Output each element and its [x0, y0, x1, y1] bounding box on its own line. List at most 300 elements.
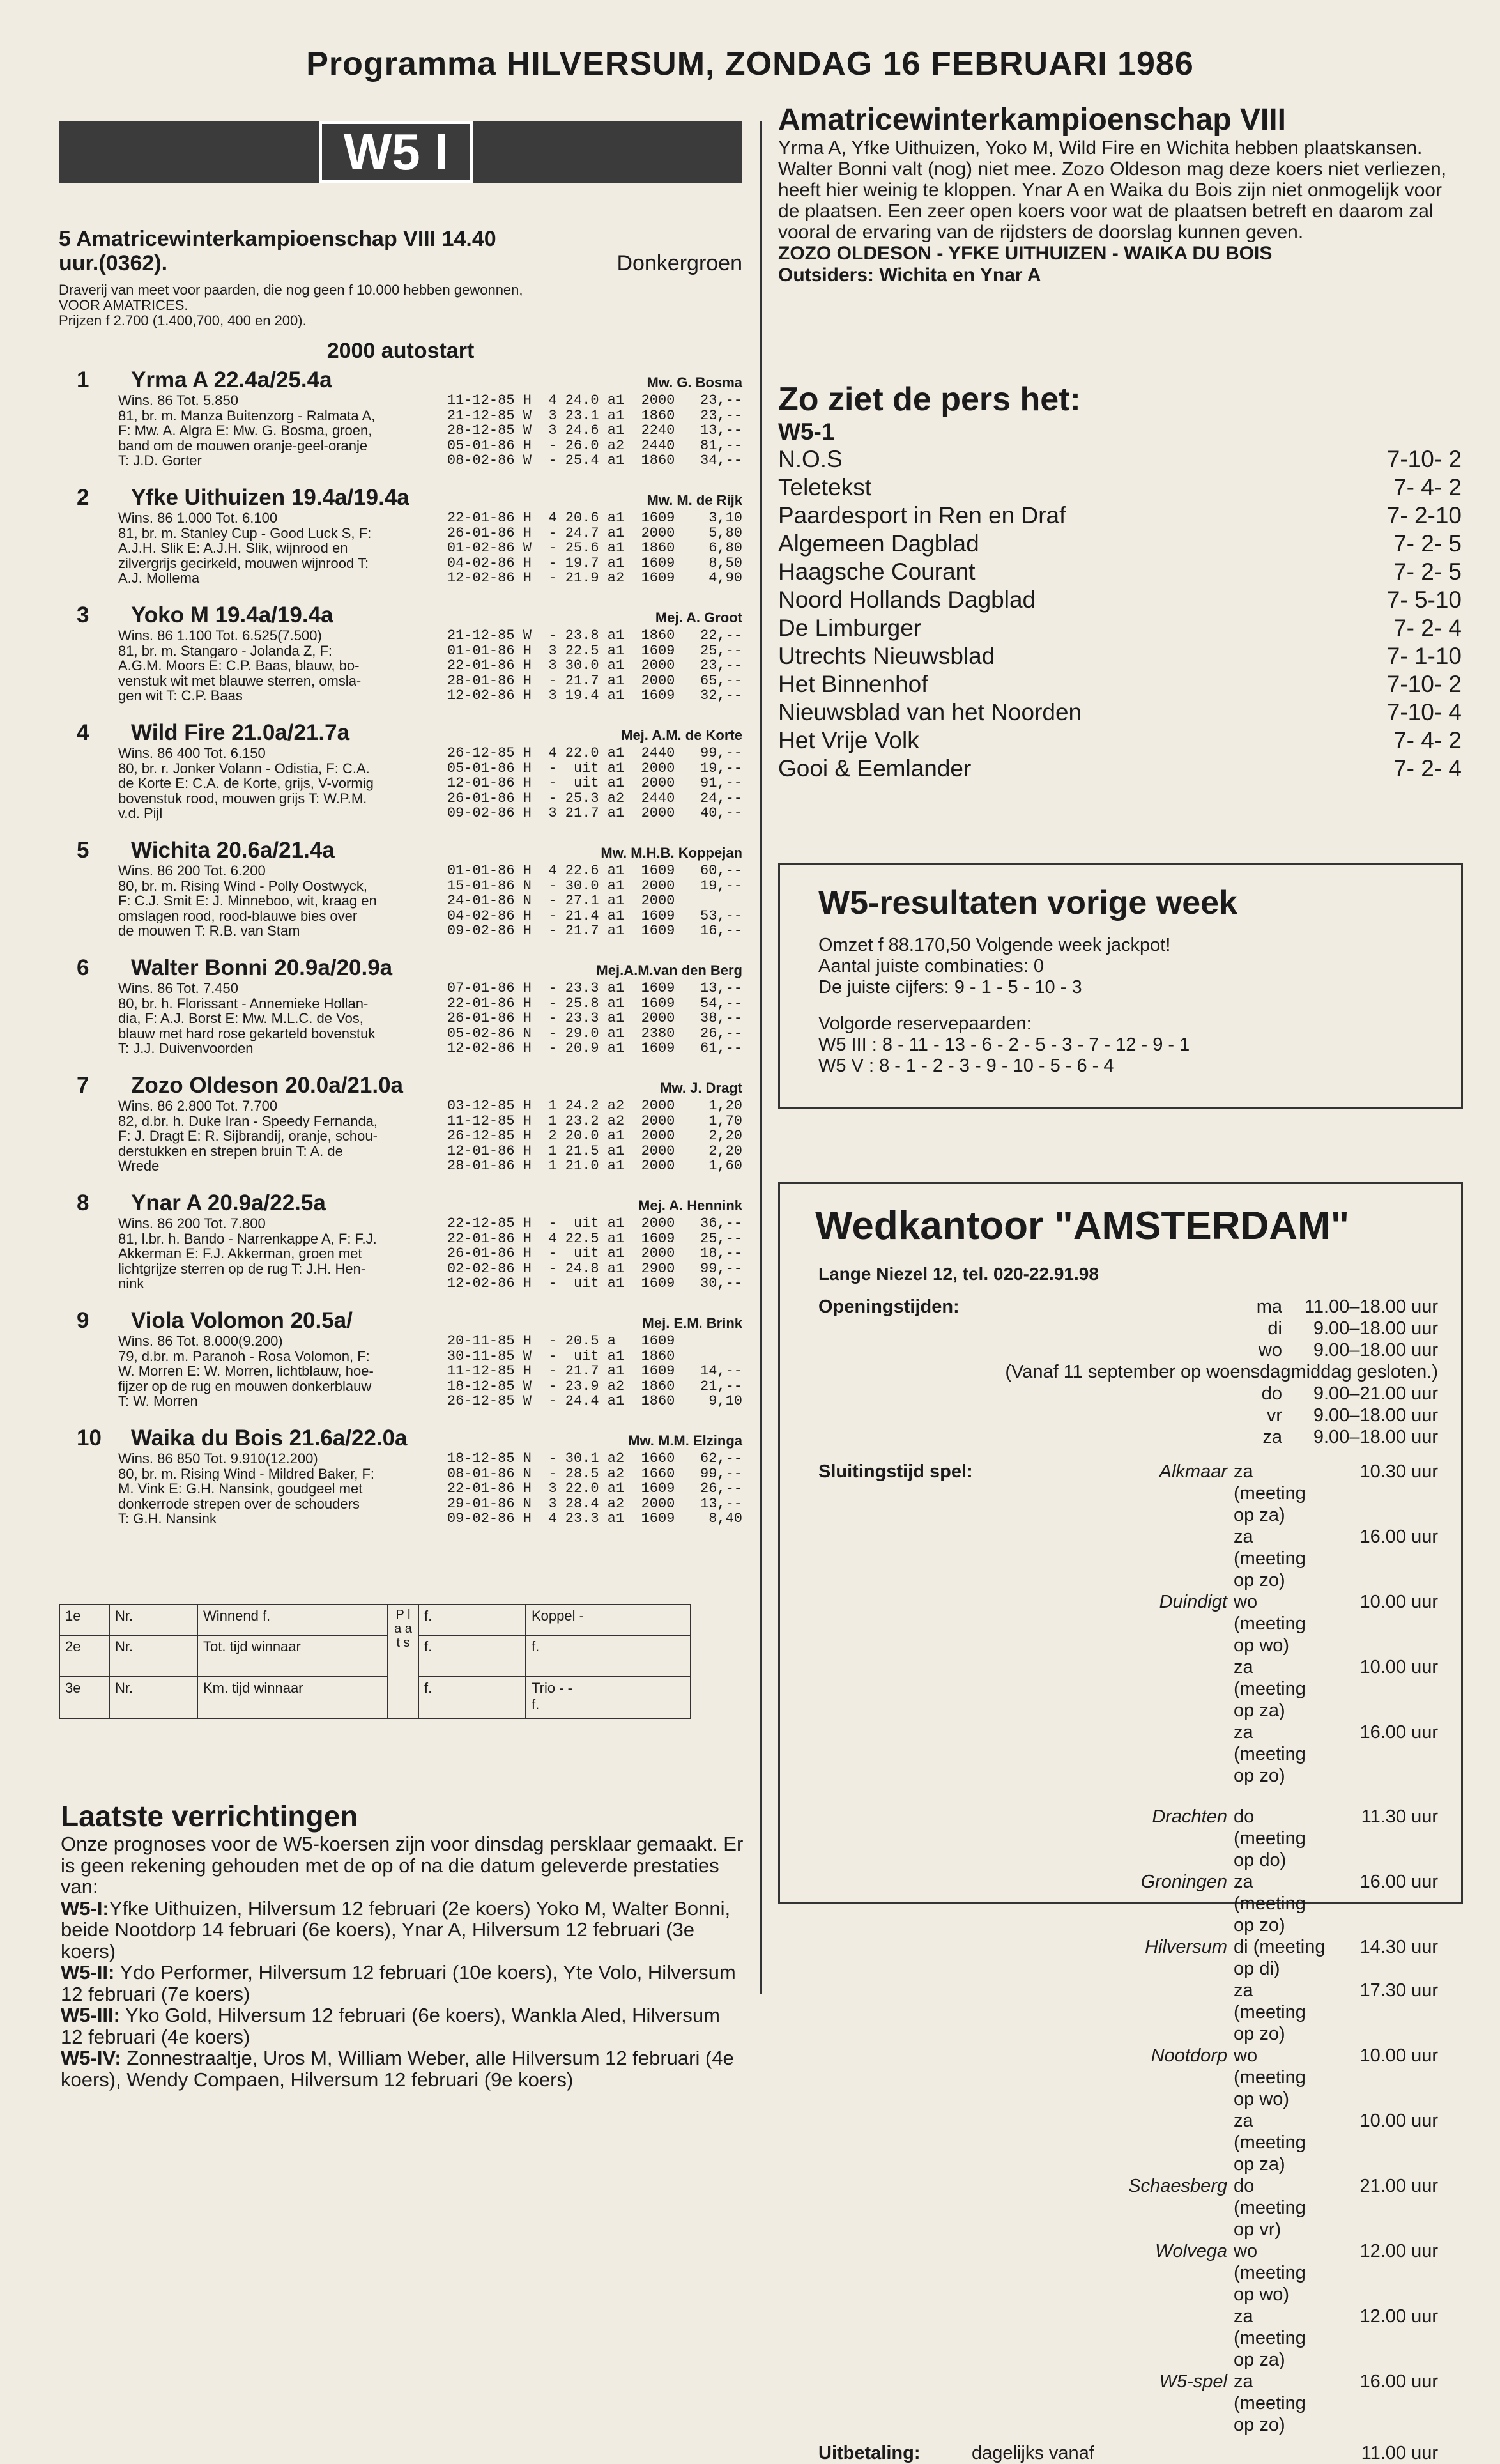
entry-number: 10 [77, 1426, 102, 1451]
laatste-text: Yfke Uithuizen, Hilversum 12 februari (2e koers) Yoko M, Walter Bonni, beide Nootdorp 14 februari (6e koers), Ynar A, Hilversum 12 februari (3e koers) [61, 1897, 731, 1962]
entry-desc-line: Wins. 86 850 Tot. 9.910(12.200) [118, 1451, 318, 1467]
result-f: f. [418, 1605, 526, 1635]
entry-body [59, 1098, 742, 1174]
entry-desc-line: Akkerman E: F.J. Akkerman, groen met [118, 1246, 362, 1261]
press-pick: 7- 5-10 [1386, 587, 1462, 613]
closing-row [818, 1980, 1438, 2045]
entry-results [441, 511, 742, 586]
entry-result-line: 26-12-85 W - 24.4 a1 1860 9,10 [447, 1393, 742, 1409]
closing-day: wo (meeting op wo) [1234, 2241, 1306, 2305]
entry-desc-line: 81, l.br. h. Bando - Narrenkappe A, F: F.J. [118, 1231, 377, 1246]
entry-result-line: 22-01-86 H 3 22.0 a1 1609 26,-- [447, 1481, 742, 1497]
entry-result-line: 04-02-86 H - 19.7 a1 1609 8,50 [447, 555, 742, 571]
entry-desc-line: v.d. Pijl [118, 806, 163, 821]
opening-time: 11.00–18.00 uur [1304, 1297, 1438, 1317]
entry-description [59, 511, 441, 586]
press-row [778, 642, 1462, 670]
closing-row [818, 2110, 1438, 2175]
entry-result-line: 04-02-86 H - 21.4 a1 1609 53,-- [447, 907, 742, 924]
closing-time: 10.00 uur [1359, 1657, 1438, 1677]
entry-result-line: 22-01-86 H 4 22.5 a1 1609 25,-- [447, 1230, 742, 1247]
opening-day: vr [1266, 1405, 1282, 1426]
entry-result-line: 12-01-86 H - uit a1 2000 91,-- [447, 775, 742, 791]
opening-row [818, 1318, 1438, 1339]
entry-description [59, 1098, 441, 1174]
opening-row [818, 1426, 1438, 1448]
press-name: N.O.S [778, 446, 843, 472]
entry-desc-line: 81, br. m. Manza Buitenzorg - Ralmata A, [118, 408, 376, 423]
payout-label: Uitbetaling: [818, 2443, 921, 2463]
press-name: Noord Hollands Dagblad [778, 587, 1036, 613]
result-right [526, 1677, 691, 1718]
entry-body [59, 1216, 742, 1291]
trio-label: Trio - - [532, 1680, 572, 1696]
entry-results [441, 1451, 742, 1527]
entry-desc-line: 80, br. m. Rising Wind - Polly Oostwyck, [118, 878, 367, 893]
closing-time: 14.30 uur [1359, 1937, 1438, 1957]
closing-label [818, 2306, 1029, 2371]
opening-day: ma [1256, 1297, 1282, 1317]
entry-result-line: 05-01-86 H - uit a1 2000 19,-- [447, 760, 742, 776]
entry-result-line: 22-01-86 H 4 20.6 a1 1609 3,10 [447, 510, 742, 526]
entry-result-line: 22-01-86 H 3 30.0 a1 2000 23,-- [447, 658, 742, 674]
entry-desc-line: 81, br. m. Stanley Cup - Good Luck S, F: [118, 525, 372, 541]
entry-desc-line: Wins. 86 Tot. 5.850 [118, 393, 238, 408]
entry [59, 1308, 742, 1426]
entry-results [441, 1216, 742, 1291]
closing-location [1029, 1980, 1234, 2045]
entry-desc-line: 80, br. h. Florissant - Annemieke Hollan- [118, 996, 369, 1011]
closing-time: 11.30 uur [1361, 1806, 1438, 1827]
closing-day: za (meeting op zo) [1234, 2371, 1306, 2435]
result-label: Km. tijd winnaar [197, 1677, 388, 1718]
entry-result-line: 11-12-85 H 1 23.2 a2 2000 1,70 [447, 1113, 742, 1129]
opening-label [818, 1383, 1029, 1405]
entry-description [59, 1334, 441, 1409]
entry-result-line: 26-12-85 H 2 20.0 a1 2000 2,20 [447, 1128, 742, 1144]
preview-outsiders: Outsiders: Wichita en Ynar A [778, 265, 1041, 286]
reserve-line: W5 III : 8 - 11 - 13 - 6 - 2 - 5 - 3 - 7 - 12 - 9 - 1 [818, 1035, 1190, 1055]
closing-row [818, 1591, 1438, 1656]
entry-list [59, 367, 742, 1543]
entry-result-line: 01-02-86 W - 25.6 a1 1860 6,80 [447, 540, 742, 556]
entry-name: Ynar A 20.9a/22.5a [131, 1190, 326, 1215]
closing-day: za (meeting op za) [1234, 1657, 1306, 1721]
opening-label [818, 1426, 1029, 1448]
entry-desc-line: F: J. Dragt E: R. Sijbrandij, oranje, schou- [118, 1128, 378, 1144]
closing-row [818, 1526, 1438, 1591]
closing-label [818, 2175, 1029, 2240]
entry-desc-line: F: Mw. A. Algra E: Mw. G. Bosma, groen, [118, 423, 372, 438]
entry-result-line: 11-12-85 H 4 24.0 a1 2000 23,-- [447, 392, 742, 408]
entry-results [441, 628, 742, 704]
press-row [778, 755, 1462, 783]
entry-result-line: 22-01-86 H - 25.8 a1 1609 54,-- [447, 995, 742, 1012]
result-label: Tot. tijd winnaar [197, 1635, 388, 1677]
entry-desc-line: 80, br. r. Jonker Volann - Odistia, F: C.A. [118, 760, 370, 776]
w5res-line: Aantal juiste combinaties: 0 [818, 956, 1045, 976]
press-pick: 7- 2- 5 [1393, 558, 1462, 585]
entry-result-line: 09-02-86 H 4 23.3 a1 1609 8,40 [447, 1511, 742, 1527]
entry-header [59, 955, 742, 981]
entry [59, 1190, 742, 1308]
press-pick: 7- 2- 5 [1393, 530, 1462, 557]
laatste-intro: Onze prognoses voor de W5-koersen zijn voor dinsdag persklaar gemaakt. Er is geen rekening gehouden met de op of na die datum geleverde prestaties van: [61, 1833, 744, 1898]
entry-desc-line: fijzer op de rug en mouwen donkerblauw [118, 1378, 372, 1394]
entry-desc-line: Wins. 86 400 Tot. 6.150 [118, 746, 266, 761]
entry-desc-line: A.J. Mollema [118, 571, 200, 586]
nr: Nr. [109, 1635, 197, 1677]
preview-picks: ZOZO OLDESON - YFKE UITHUIZEN - WAIKA DU BOIS [778, 243, 1273, 264]
nr: Nr. [109, 1605, 197, 1635]
race-title [59, 227, 742, 275]
closing-label [818, 2240, 1029, 2306]
entry-desc-line: venstuk wit met blauwe sterren, omsla- [118, 673, 362, 688]
laatste-text: Zonnestraaltje, Uros M, William Weber, alle Hilversum 12 februari (4e koers), Wendy Compaen, Hilversum 12 februari (9e koers) [61, 2047, 734, 2091]
press-row [778, 530, 1462, 558]
page-header: Programma HILVERSUM, ZONDAG 16 FEBRUARI 1986 [306, 45, 1194, 82]
spacer [818, 1787, 1438, 1806]
entry-name: Wild Fire 21.0a/21.7a [131, 720, 350, 745]
closing-location: Hilversum [1145, 1937, 1227, 1957]
closing-location [1029, 2110, 1234, 2175]
entry-result-line: 09-02-86 H - 21.7 a1 1609 16,-- [447, 923, 742, 939]
condition-line: Prijzen f 2.700 (1.400,700, 400 en 200). [59, 312, 307, 328]
entry-desc-line: lichtgrijze sterren op de rug T: J.H. Hen- [118, 1261, 366, 1276]
entry [59, 720, 742, 838]
opening-label [818, 1318, 1029, 1339]
w5res-line: Omzet f 88.170,50 Volgende week jackpot! [818, 935, 1171, 955]
entry-results [441, 1098, 742, 1174]
entry-header [59, 720, 742, 746]
press-row [778, 558, 1462, 586]
w5res-lines [818, 935, 1190, 1077]
entry-result-line: 26-01-86 H - 23.3 a1 2000 38,-- [447, 1010, 742, 1026]
entry-result-line: 18-12-85 N - 30.1 a2 1660 62,-- [447, 1451, 742, 1467]
closing-day: za (meeting op zo) [1234, 1722, 1306, 1786]
press-pick: 7- 4- 2 [1393, 474, 1462, 500]
entry-result-line: 12-01-86 H 1 21.5 a1 2000 2,20 [447, 1143, 742, 1159]
closing-row [818, 2175, 1438, 2240]
press-name: Paardesport in Ren en Draf [778, 502, 1066, 528]
press-row [778, 670, 1462, 698]
press-pick: 7- 2-10 [1386, 502, 1462, 528]
closing-row [818, 1936, 1438, 1980]
press-pick: 7-10- 4 [1386, 699, 1462, 725]
entry-name: Viola Volomon 20.5a/ [131, 1308, 353, 1333]
entry-result-line: 18-12-85 W - 23.9 a2 1860 21,-- [447, 1378, 742, 1394]
closing-location: Wolvega [1155, 2241, 1227, 2261]
entry-owner: Mej. A. Groot [655, 610, 742, 626]
entry-owner: Mej. A. Hennink [638, 1197, 742, 1213]
entry-number: 7 [77, 1073, 89, 1098]
press-name: Teletekst [778, 474, 872, 500]
entry-desc-line: nink [118, 1276, 144, 1291]
press-pick: 7- 4- 2 [1393, 727, 1462, 753]
entry-body [59, 981, 742, 1056]
entry-description [59, 863, 441, 939]
closing-time: 10.00 uur [1359, 2111, 1438, 2131]
entry-name: Zozo Oldeson 20.0a/21.0a [131, 1073, 403, 1098]
preview-title: Amatricewinterkampioenschap VIII [778, 103, 1286, 137]
closing-day: za (meeting op zo) [1234, 1872, 1306, 1936]
entry-header [59, 367, 742, 393]
nr: Nr. [109, 1677, 197, 1718]
entry-number: 6 [77, 955, 89, 980]
press-subtitle: W5-1 [778, 419, 835, 445]
closing-time: 12.00 uur [1359, 2306, 1438, 2327]
entry-owner: Mej. E.M. Brink [642, 1315, 742, 1331]
entry [59, 838, 742, 955]
entry-desc-line: F: C.J. Smit E: J. Minneboo, wit, kraag en [118, 893, 377, 909]
w5res-title: W5-resultaten vorige week [818, 884, 1237, 921]
condition-line: Draverij van meet voor paarden, die nog geen f 10.000 hebben gewonnen, [59, 282, 523, 298]
closing-row [818, 1656, 1438, 1721]
entry [59, 1426, 742, 1543]
closing-time: 21.00 uur [1359, 2176, 1438, 2196]
payout-time: 11.00 uur [1361, 2443, 1438, 2463]
closing-location: Drachten [1152, 1806, 1227, 1827]
closing-label [818, 1721, 1029, 1787]
place: 3e [59, 1677, 109, 1718]
closing-day: do (meeting op do) [1234, 1806, 1306, 1870]
entry-desc-line: Wins. 86 Tot. 7.450 [118, 981, 238, 996]
closing-location: Groningen [1140, 1872, 1227, 1892]
entry-description [59, 1451, 441, 1527]
closing-location [1029, 1656, 1234, 1721]
press-name: Het Binnenhof [778, 671, 928, 697]
entry-desc-line: 81, br. m. Stangaro - Jolanda Z, F: [118, 643, 333, 658]
entry-name: Wichita 20.6a/21.4a [131, 838, 335, 863]
entry-owner: Mej.A.M.van den Berg [596, 962, 742, 978]
entry-desc-line: bovenstuk rood, mouwen grijs T: W.P.M. [118, 790, 367, 806]
entry-desc-line: zilvergrijs gecirkeld, mouwen wijnrood T: [118, 555, 369, 571]
closing-location [1029, 1526, 1234, 1591]
press-name: Algemeen Dagblad [778, 530, 979, 557]
entry-owner: Mw. M.M. Elzinga [628, 1433, 742, 1449]
closing-row [818, 2306, 1438, 2371]
closing-label: Sluitingstijd spel: [818, 1461, 973, 1482]
entry-desc-line: blauw met hard rose gekarteld bovenstuk [118, 1026, 376, 1041]
entry-result-line: 24-01-86 N - 27.1 a1 2000 [447, 893, 675, 909]
closing-label [818, 1871, 1029, 1936]
laatste-item [61, 2005, 744, 2047]
w5-results-box [778, 863, 1463, 1109]
opening-row [818, 1296, 1438, 1318]
closing-row [818, 1721, 1438, 1787]
entry-desc-line: omslagen rood, rood-blauwe bies over [118, 908, 358, 923]
closing-label [818, 1526, 1029, 1591]
laatste-title: Laatste verrichtingen [61, 1799, 358, 1833]
laatste-text: Yko Gold, Hilversum 12 februari (6e koers), Wankla Aled, Hilversum 12 februari (4e koers) [61, 2004, 720, 2048]
entry-header [59, 1308, 742, 1334]
entry-number: 1 [77, 367, 89, 392]
press-name: Utrechts Nieuwsblad [778, 643, 995, 669]
entry-result-line: 15-01-86 N - 30.0 a1 2000 19,-- [447, 877, 742, 894]
laatste-item [61, 1962, 744, 2005]
closing-row [818, 2045, 1438, 2110]
opening-label [818, 1405, 1029, 1426]
entry-results [441, 981, 742, 1056]
entry-result-line: 11-12-85 H - 21.7 a1 1609 14,-- [447, 1363, 742, 1379]
press-pick: 7-10- 2 [1386, 671, 1462, 697]
entry-number: 8 [77, 1190, 89, 1215]
entry-result-line: 26-12-85 H 4 22.0 a1 2440 99,-- [447, 745, 742, 761]
wedkantoor-schedule [818, 1296, 1438, 2464]
closing-label [818, 1936, 1029, 1980]
entry-desc-line: de mouwen T: R.B. van Stam [118, 923, 300, 939]
entry-name: Yoko M 19.4a/19.4a [131, 603, 333, 628]
entry-result-line: 08-01-86 N - 28.5 a2 1660 99,-- [447, 1465, 742, 1482]
press-title: Zo ziet de pers het: [778, 381, 1081, 418]
entry [59, 955, 742, 1073]
entry-body [59, 393, 742, 468]
laatste-section [61, 1799, 744, 2090]
race-color: Donkergroen [616, 251, 742, 275]
payout-text: dagelijks vanaf [972, 2443, 1094, 2463]
entry-results [441, 1334, 742, 1409]
opening-time: 9.00–18.00 uur [1313, 1340, 1438, 1360]
entry-desc-line: T: G.H. Nansink [118, 1511, 217, 1527]
place: 1e [59, 1605, 109, 1635]
entry-result-line: 21-12-85 W 3 23.1 a1 1860 23,-- [447, 407, 742, 424]
entry-header [59, 1190, 742, 1216]
entry-desc-line: band om de mouwen oranje-geel-oranje [118, 438, 368, 453]
closing-time: 16.00 uur [1359, 2371, 1438, 2392]
entry-result-line: 30-11-85 W - uit a1 1860 [447, 1348, 675, 1364]
race-title-line1: 5 Amatricewinterkampioenschap VIII 14.40 [59, 227, 496, 251]
entry-owner: Mw. G. Bosma [647, 374, 742, 390]
entry-result-line: 28-12-85 W 3 24.6 a1 2240 13,-- [447, 422, 742, 438]
closing-time: 17.30 uur [1359, 1980, 1438, 2001]
closing-location: Nootdorp [1151, 2045, 1227, 2066]
reserve-line: W5 V : 8 - 1 - 2 - 3 - 9 - 10 - 5 - 6 - 4 [818, 1056, 1114, 1076]
spacer [818, 1448, 1438, 1461]
entry-name: Yrma A 22.4a/25.4a [131, 367, 332, 392]
entry-result-line: 12-02-86 H - 21.9 a2 1609 4,90 [447, 570, 742, 586]
entry-desc-line: 82, d.br. h. Duke Iran - Speedy Fernanda, [118, 1113, 378, 1128]
entry-desc-line: de Korte E: C.A. de Korte, grijs, V-vormig [118, 776, 374, 791]
closing-day: wo (meeting op wo) [1234, 1592, 1306, 1656]
result-right: Koppel - [526, 1605, 691, 1635]
closing-label [818, 1806, 1029, 1871]
closing-day: di (meeting op di) [1234, 1937, 1326, 1979]
press-row [778, 445, 1462, 474]
entry-owner: Mw. M. de Rijk [647, 492, 742, 508]
opening-time: 9.00–18.00 uur [1313, 1427, 1438, 1447]
closing-row [818, 2371, 1438, 2436]
entry [59, 603, 742, 720]
result-f: f. [418, 1635, 526, 1677]
entry-number: 5 [77, 838, 89, 863]
entry-result-line: 08-02-86 W - 25.4 a1 1860 34,-- [447, 452, 742, 468]
closing-day: za (meeting op zo) [1234, 1527, 1306, 1590]
race-title-line2: uur.(0362). [59, 251, 168, 275]
entry-desc-line: dia, F: A.J. Borst E: Mw. M.L.C. de Vos, [118, 1011, 364, 1026]
entry-owner: Mw. M.H.B. Koppejan [601, 845, 742, 861]
press-name: Nieuwsblad van het Noorden [778, 699, 1082, 725]
laatste-label: W5-I: [61, 1897, 109, 1920]
entry-desc-line: T: J.J. Duivenvoorden [118, 1041, 254, 1056]
entry-body [59, 511, 742, 586]
closing-location [1029, 2306, 1234, 2371]
entry-description [59, 746, 441, 821]
entry-body [59, 1334, 742, 1409]
banner-title: W5 I [319, 121, 473, 183]
press-name: Gooi & Eemlander [778, 755, 972, 782]
closing-location: Schaesberg [1128, 2176, 1227, 2196]
opening-time: 9.00–18.00 uur [1313, 1318, 1438, 1339]
press-row [778, 474, 1462, 502]
opening-time: 9.00–18.00 uur [1313, 1405, 1438, 1426]
preview-section [778, 102, 1458, 286]
closing-label [818, 1656, 1029, 1721]
closing-label [818, 2110, 1029, 2175]
opening-label: Openingstijden: [818, 1297, 960, 1317]
entry-desc-line: derstukken en strepen bruin T: A. de [118, 1143, 343, 1159]
press-row [778, 727, 1462, 755]
entry-result-line: 26-01-86 H - 25.3 a2 2440 24,-- [447, 790, 742, 806]
closing-label [818, 1980, 1029, 2045]
closing-day: za (meeting op za) [1234, 2306, 1306, 2370]
entry-result-line: 09-02-86 H 3 21.7 a1 2000 40,-- [447, 805, 742, 821]
entry-desc-line: 80, br. m. Rising Wind - Mildred Baker, F: [118, 1466, 375, 1481]
closing-time: 12.00 uur [1359, 2241, 1438, 2261]
closing-row [818, 1871, 1438, 1936]
press-row [778, 614, 1462, 642]
entry-result-line: 21-12-85 W - 23.8 a1 1860 22,-- [447, 628, 742, 643]
closing-location: W5-spel [1159, 2371, 1227, 2392]
opening-row [818, 1405, 1438, 1426]
column-divider [760, 121, 762, 1994]
entry-desc-line: Wins. 86 1.100 Tot. 6.525(7.500) [118, 628, 322, 643]
opening-row [818, 1339, 1438, 1361]
opening-time: 9.00–21.00 uur [1313, 1383, 1438, 1404]
closing-label [818, 2371, 1029, 2436]
closing-day: do (meeting op vr) [1234, 2176, 1306, 2240]
opening-label [818, 1339, 1029, 1361]
entry-body [59, 863, 742, 939]
w5res-line: De juiste cijfers: 9 - 1 - 5 - 10 - 3 [818, 977, 1082, 997]
entry-desc-line: Wrede [118, 1159, 160, 1174]
closing-day: za (meeting op zo) [1234, 1980, 1306, 2044]
entry-result-line: 12-02-86 H - uit a1 1609 30,-- [447, 1275, 742, 1291]
preview-text: Yrma A, Yfke Uithuizen, Yoko M, Wild Fire en Wichita hebben plaatskansen. Walter Bonni valt (nog) niet mee. Zozo Oldeson mag deze koers niet verliezen, heeft hier weinig te kloppen. Ynar A en Waika du Bois zijn niet onmogelijk voor de plaatsen. Een zeer open koers voor wat de plaatsen betreft en daarom zal vooral de ervaring van de rijdsters de doorslag kunnen geven. [778, 137, 1447, 243]
opening-day: di [1267, 1318, 1282, 1339]
entry-result-line: 02-02-86 H - 24.8 a1 2900 99,-- [447, 1260, 742, 1277]
closing-location: Alkmaar [1159, 1461, 1227, 1482]
closing-day: wo (meeting op wo) [1234, 2045, 1306, 2109]
result-right: f. [526, 1635, 691, 1677]
entry-body [59, 1451, 742, 1527]
closing-day: za (meeting op za) [1234, 2111, 1306, 2175]
entry-header [59, 1073, 742, 1098]
entry-result-line: 01-01-86 H 3 22.5 a1 1609 25,-- [447, 642, 742, 659]
entry-result-line: 20-11-85 H - 20.5 a 1609 [447, 1333, 675, 1349]
entry-desc-line: Wins. 86 2.800 Tot. 7.700 [118, 1098, 278, 1114]
laatste-items [61, 1898, 744, 2091]
result-f: f. [418, 1677, 526, 1718]
entry-desc-line: Wins. 86 1.000 Tot. 6.100 [118, 511, 278, 526]
entry-desc-line: 79, d.br. m. Paranoh - Rosa Volomon, F: [118, 1348, 370, 1364]
entry [59, 485, 742, 603]
result-table [59, 1604, 691, 1719]
press-pick: 7- 1-10 [1386, 643, 1462, 669]
laatste-label: W5-II: [61, 1961, 115, 1983]
closing-label [818, 1591, 1029, 1656]
plaats-label: P l a a t s [388, 1605, 418, 1718]
entry-result-line: 28-01-86 H 1 21.0 a1 2000 1,60 [447, 1158, 742, 1174]
